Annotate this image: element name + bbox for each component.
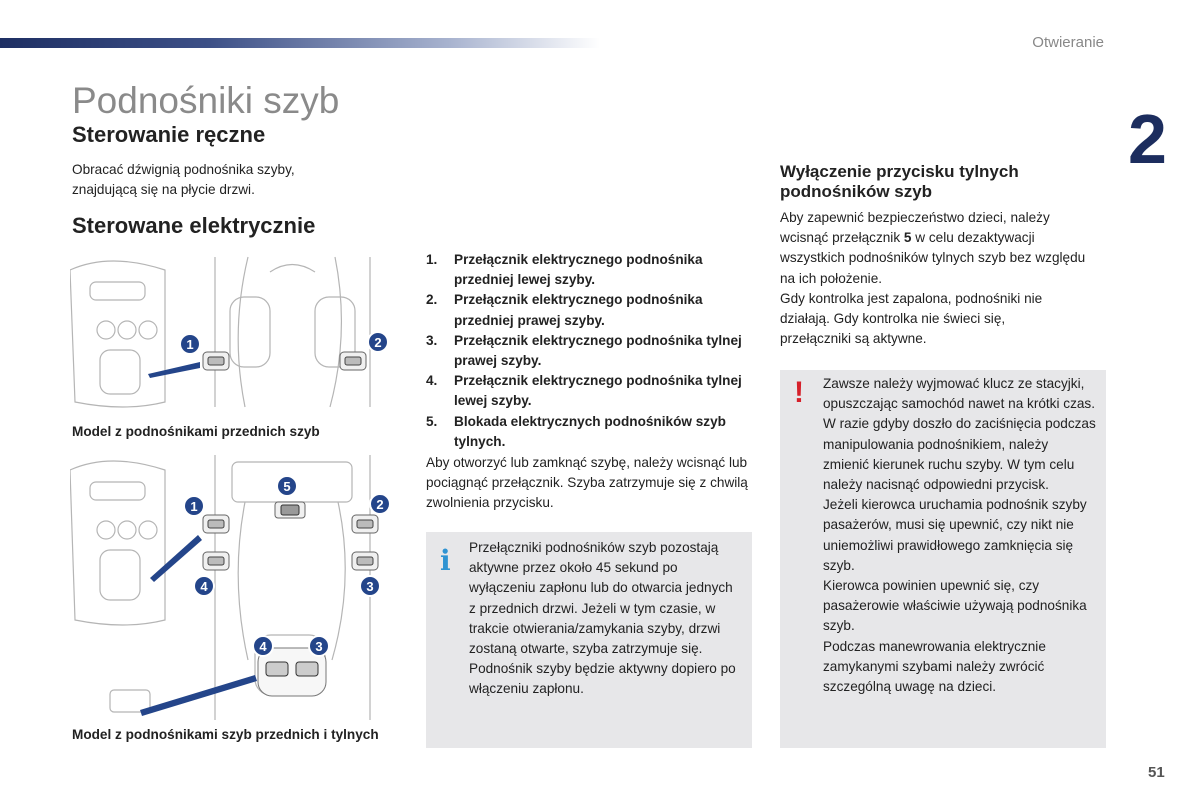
list-item-text: Przełącznik elektrycznego podnośnika tylnej lewej szyby. <box>454 373 742 409</box>
svg-text:1: 1 <box>190 499 198 514</box>
manual-heading: Sterowanie ręczne <box>72 122 266 147</box>
svg-text:2: 2 <box>374 335 382 350</box>
rear-lock-heading: Wyłączenie przycisku tylnych podnośników szyb <box>780 162 1019 201</box>
operate-text: Aby otworzyć lub zamknąć szybę, należy wcisnąć lub pociągnąć przełącznik. Szyba zatrzymuje się z chwilą zwolnienia przycisku. <box>426 455 748 511</box>
section-name: Otwieranie <box>1032 34 1104 51</box>
warning-box <box>780 370 1106 748</box>
chapter-number: 2 <box>1128 100 1167 178</box>
badge-3 <box>309 636 329 656</box>
list-item-number: 5. <box>426 413 438 429</box>
badge-1 <box>180 334 200 354</box>
badge-2 <box>370 494 390 514</box>
list-item-number: 1. <box>426 252 438 267</box>
svg-text:4: 4 <box>200 579 208 594</box>
indicator-text: Gdy kontrolka jest zapalona, podnośniki nie działają. Gdy kontrolka nie świeci się, przełączniki są aktywne. <box>780 291 1043 347</box>
list-item-number: 3. <box>426 332 438 348</box>
info-icon: i <box>440 544 451 577</box>
badge-2 <box>368 332 388 352</box>
rear-lock-text-end: w celu dezaktywacji wszystkich podnośników tylnych szyb bez względu na ich położenie. <box>780 230 1086 286</box>
list-item-number: 2. <box>426 292 438 308</box>
caption-front-model: Model z podnośnikami przednich szyb <box>72 424 320 439</box>
list-item <box>426 371 756 411</box>
svg-text:3: 3 <box>315 639 323 654</box>
warning-paragraph: Jeżeli kierowca uruchamia podnośnik szyby pasażerów, musi się upewnić, czy nikt nie uniemożliwi prawidłowego zamknięcia się szyb. <box>823 497 1087 573</box>
page-title: Podnośniki szyb <box>72 80 340 121</box>
rear-lock-text <box>780 208 1096 289</box>
warning-paragraph: Zawsze należy wyjmować klucz ze stacyjki, opuszczając samochód nawet na krótki czas. <box>823 376 1096 412</box>
front-windows-diagram <box>70 252 400 412</box>
list-item <box>426 331 756 371</box>
front-rear-windows-diagram <box>70 450 400 722</box>
svg-text:2: 2 <box>376 497 384 512</box>
info-text: Przełączniki podnośników szyb pozostają aktywne przez około 45 sekund po wyłączeniu zapłonu lub do otwarcia jednych z przednich drzwi. Jeżeli w tym czasie, w trakcie otwierania/zamykania szyby, drzwi zostaną otwarte, szyba zatrzymuje się. Podnośnik szyby będzie aktywny dopiero po włączeniu zapłonu. <box>469 540 736 697</box>
header-gradient-bar <box>0 38 600 48</box>
list-item-text: Blokada elektrycznych podnośników szyb tylnych. <box>454 413 726 449</box>
svg-text:4: 4 <box>259 639 267 654</box>
warning-paragraph: Kierowca powinien upewnić się, czy pasażerowie właściwie używają podnośnika szyb. <box>823 578 1087 634</box>
switch-legend-list <box>426 250 756 452</box>
svg-text:5: 5 <box>283 479 291 494</box>
warning-paragraph: Podczas manewrowania elektrycznie zamykanymi szybami należy zwrócić szczególną uwagę na dzieci. <box>823 638 1046 695</box>
svg-text:1: 1 <box>186 337 194 352</box>
list-item-text: Przełącznik elektrycznego podnośnika tylnej prawej szyby. <box>454 332 742 369</box>
badge-4 <box>194 576 214 596</box>
page-number: 51 <box>1148 764 1165 781</box>
warning-paragraph: W razie gdyby doszło do zaciśnięcia podczas manipulowania podnośnikiem, należy zmienić kierunek ruchu szyby. W tym celu należy nacisnąć odpowiedni przycisk. <box>823 416 1096 493</box>
badge-5 <box>277 476 297 496</box>
list-item <box>426 290 756 330</box>
badge-3 <box>360 576 380 596</box>
info-box <box>426 532 752 748</box>
warning-text <box>823 374 1098 697</box>
list-item <box>426 250 756 290</box>
svg-text:3: 3 <box>366 579 374 594</box>
caption-front-rear-model: Model z podnośnikami szyb przednich i tylnych <box>72 727 379 742</box>
list-item-text: Przełącznik elektrycznego podnośnika przedniej prawej szyby. <box>454 292 703 328</box>
badge-4 <box>253 636 273 656</box>
manual-text: Obracać dźwignią podnośnika szyby, znajdującą się na płycie drzwi. <box>72 162 295 198</box>
warning-icon: ! <box>794 376 804 409</box>
rear-lock-text-start: Aby zapewnić bezpieczeństwo dzieci, należy wcisnąć przełącznik <box>780 210 1050 246</box>
switch-number: 5 <box>903 230 912 246</box>
list-item-number: 4. <box>426 373 438 389</box>
list-item-text: Przełącznik elektrycznego podnośnika przedniej lewej szyby. <box>454 252 703 288</box>
electric-heading: Sterowane elektrycznie <box>72 213 316 238</box>
badge-1 <box>184 496 204 516</box>
list-item <box>426 412 756 452</box>
